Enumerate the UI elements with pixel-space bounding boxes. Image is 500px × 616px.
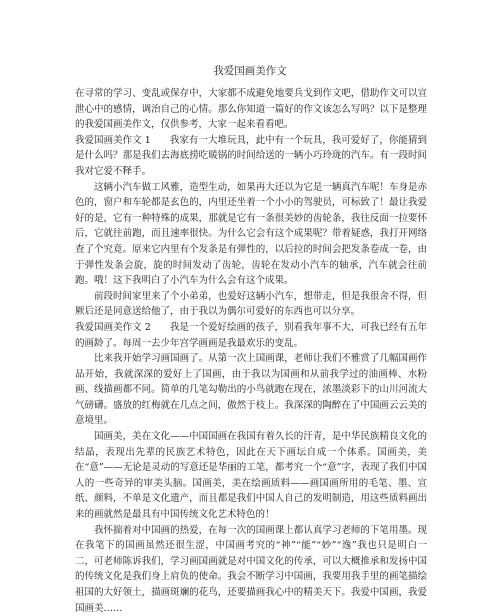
paragraph-essay-1-heading: 我爱国画美作文 1 我家有一大堆玩具，此中有一个玩具，我可爱好了，你能猜到是什么吗？那是我们去海底捞吃暖锅的时间给送的一辆小巧玲珑的汽车。有一段时间我对它爱不释手。 <box>75 134 427 177</box>
document-title: 我爱国画美作文 <box>213 65 287 77</box>
paragraph: 国画美，美在文化——中国国画在我国有着久长的汗青，是中华民族精良文化的结晶，表现出先辈的民族艺术特色，因此在天下画坛自成一个体系。国画美，美在“意”——无论是灵动的写意还是华丽的工笔，都考究一个“意”字，表现了我们中国人的一些奇异的审美头脑。国画美，美在绘画质料——画国画所用的毛笔、墨、宣纸、颜料，不单是文化遗产，而且都是我们中国人自己的发明制造，用这些质料画出来的画就然是最具有中国传统文化艺术特色的！ <box>75 431 427 521</box>
paragraph: 这辆小汽车做工风雅，造型生动，如果再大还以为它是一辆真汽车呢！车身是赤色的，窗户和车轮都是玄色的，内里还坐着一个小小的驾驶员，可标致了！最让我爱好的是，它有一种特殊的成果，那就是它有一条很美妙的齿轮条，我往反面一拉要怀后，它就往前跑，而且速率很快。为什么它会有这个成果呢？带着疑惑，我打开网络查了个究竟。原来它内里有个发条是有弹性的，以后拉的时间会把发条卷成一卷，由于弹性发条会旋，旋的时间发动了齿轮，齿轮在发动小汽车的轴承，汽车就会往前跑。哦！这下我明白了小汽车为什么会有这个成果。 <box>75 181 427 287</box>
paragraph: 我怀揣着对中国画的热爱，在每一次的国画课上都认真学习老师的下笔用墨。现在我笔下的国画虽然还很生涩，中国画考究的“神”“能”“妙”“逸”我也只是明白一二，可老师陈诉我们，学习画国画就是对中国文化的传承，可以大概推承和发扬中国的传统文化是我们身上肩负的使命。我会不断学习中国画，我要用我手里的画笔描绘祖国的大好领土，描画斑斓的花鸟，还要描画我心中的精美天下。我爱中国画，我爱国画美…… <box>75 524 427 614</box>
paragraph-essay-2-heading: 我爱国画美作文 2 我是一个爱好绘画的孩子，别看我年事不大，可我已经有五年的画龄了。每周一去少年宫学画画是我最欢乐的变乱。 <box>75 321 427 349</box>
paragraph-intro: 在寻常的学习、变乱或保存中，大家都不成避免地要兵戈到作文吧，借助作文可以宣泄心中的感情，调治自己的心情。那么你知道一篇好的作文该怎么写吗？以下是整理的我爱国画美作文，仅供参考，大家一起来看看吧。 <box>75 88 427 131</box>
paragraph: 前段时间家里来了个小弟弟，也爱好这辆小汽车，想带走，但是我很舍不得，但厥后还是同意送给他了，由于我以为偶尔可爱好的东西也可以分享。 <box>75 290 427 318</box>
paragraph: 比来我开始学习画国画了。从第一次上国画课，老师让我们不雅赏了几幅国画作品开始，我就深深的爱好上了国画，由于我以为国画和从前我学过的油画棒、水粉画、线描画都不同。简单的几笔勾勒出的小鸟就跑在现在，浓墨淡彩下的山川河流大气磅礴。盛放的红梅就在几点之间，傲然于枝上。我深深的陶醉在了中国画云云美的意境里。 <box>75 353 427 427</box>
document-body <box>75 86 427 616</box>
